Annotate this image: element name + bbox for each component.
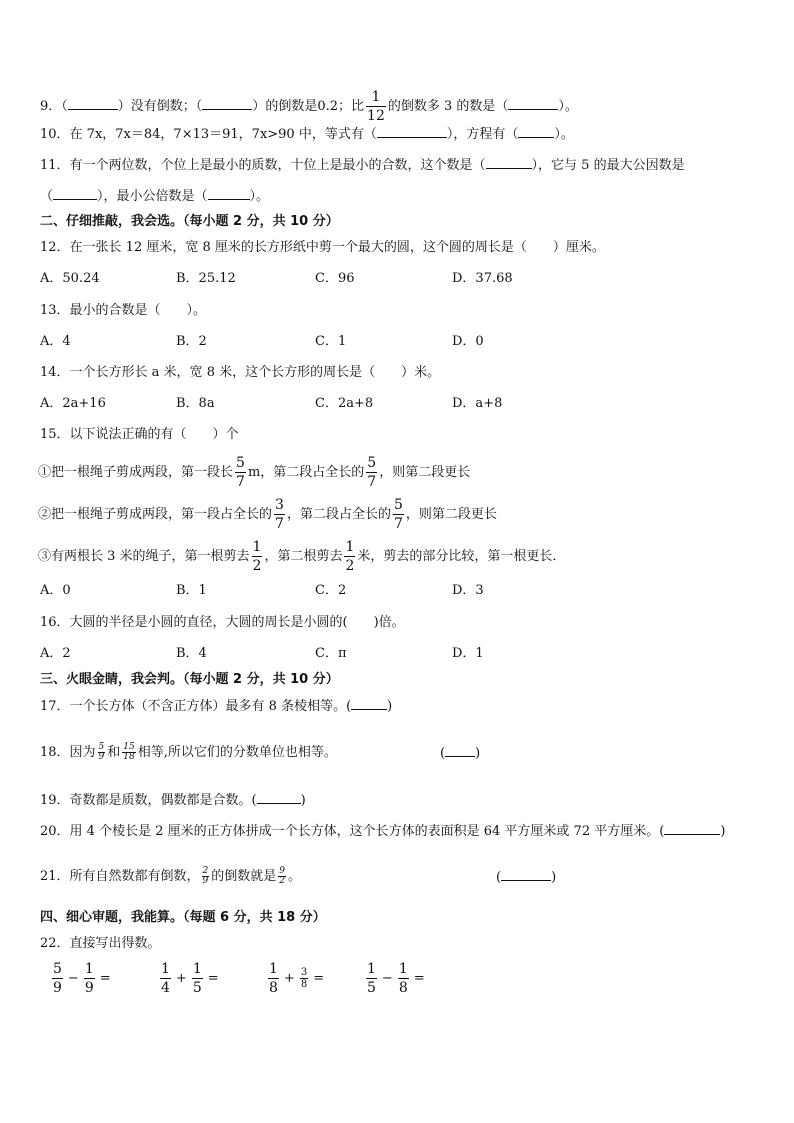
equals-sign: = — [313, 971, 325, 986]
option-c[interactable]: C．π — [315, 646, 347, 661]
q18-paren-left: ( — [440, 746, 446, 761]
q19-text: 19．奇数都是质数，偶数都是合数。( — [40, 793, 257, 808]
q10-text-end: ）。 — [554, 127, 574, 142]
question-15: 15．以下说法正确的有（ ）个 — [40, 427, 239, 442]
fraction: $\frac{5}{7}$ — [393, 497, 403, 532]
fraction: $\frac{5}{9}$ — [53, 961, 62, 996]
answer-blank[interactable] — [518, 125, 554, 138]
option-b[interactable]: B．25.12 — [176, 271, 236, 286]
fraction: $\frac{9}{2}$ — [279, 866, 286, 886]
equals-sign: = — [207, 971, 219, 986]
question-11-line-1 — [40, 156, 685, 175]
q21-text-1: 21．所有自然数都有倒数， — [40, 869, 200, 884]
q19-paren: ) — [300, 793, 306, 808]
q9-text-6: ）。 — [558, 99, 578, 114]
option-a[interactable]: A．4 — [40, 334, 71, 349]
q9-text-3: ）的倒数是 — [252, 99, 318, 114]
answer-blank[interactable] — [445, 744, 475, 757]
q11-text-4: ），最小公倍数是（ — [97, 189, 208, 204]
statement-3 — [38, 538, 565, 575]
answer-blank[interactable] — [202, 97, 252, 110]
option-d[interactable]: D．1 — [452, 646, 484, 661]
fraction: $\frac{15}{18}$ — [123, 742, 135, 762]
question-14: 14．一个长方形长 a 米，宽 8 米，这个长方形的周长是（ ）米。 — [40, 365, 441, 380]
section-4-title: 四、细心审题，我能算。（每题 6 分，共 18 分） — [40, 910, 326, 925]
option-c[interactable]: C．2 — [315, 583, 347, 598]
q9-text-4: ；比 — [338, 99, 365, 114]
option-d[interactable]: D．3 — [452, 583, 484, 598]
q17-paren: ) — [387, 699, 393, 714]
equals-sign: = — [99, 971, 111, 986]
q11-text-2: ），它与 5 的最大公因数是 — [531, 158, 685, 173]
q11-text-3: （ — [40, 189, 54, 204]
expression-2 — [158, 960, 222, 997]
q18-text-2: 和 — [107, 745, 121, 760]
statement-1-text-1: ①把一根绳子剪成两段，第一段长 — [38, 465, 234, 480]
operator: + — [283, 971, 295, 986]
option-c[interactable]: C．96 — [315, 271, 355, 286]
fraction: $\frac{3}{7}$ — [275, 497, 284, 532]
fraction: $\frac{1}{5}$ — [367, 961, 376, 996]
q20-text: 20．用 4 个棱长是 2 厘米的正方体拼成一个长方体，这个长方体的表面积是 64 平方厘米或 72 平方厘米。( — [40, 824, 665, 839]
fraction: $\frac{1}{9}$ — [84, 961, 94, 996]
q9-number: 9． — [40, 99, 62, 114]
question-11-line-2 — [40, 187, 269, 206]
statement-1-text-2: m，第二段占全长的 — [247, 465, 365, 480]
q9-text-2: ）没有倒数；（ — [117, 99, 203, 114]
option-a[interactable]: A．2 — [40, 646, 71, 661]
statement-1-text-3: ，则第二段更长 — [379, 465, 471, 480]
answer-blank[interactable] — [208, 187, 250, 200]
operator: − — [381, 971, 393, 986]
fraction: $\frac{1}{4}$ — [161, 961, 170, 996]
q21-paren-right: ) — [551, 870, 557, 885]
q9-text-5: 的倒数多 3 的数是（ — [387, 99, 509, 114]
fraction: $\frac{5}{7}$ — [236, 455, 245, 490]
option-d[interactable]: D．37.68 — [452, 271, 513, 286]
statement-1 — [38, 454, 470, 491]
answer-blank[interactable] — [351, 697, 387, 710]
fraction: $\frac{1}{5}$ — [192, 961, 202, 996]
answer-blank[interactable] — [377, 125, 447, 138]
q18-text-1: 18．因为 — [40, 745, 96, 760]
q17-text: 17．一个长方体（不含正方体）最多有 8 条棱相等。( — [40, 699, 352, 714]
answer-blank[interactable] — [508, 97, 558, 110]
section-2-title: 二、仔细推敲，我会选。（每小题 2 分，共 10 分） — [40, 214, 339, 229]
question-16: 16．大圆的半径是小圆的直径，大圆的周长是小圆的( )倍。 — [40, 615, 405, 630]
option-d[interactable]: D．a+8 — [452, 396, 503, 411]
fraction: $\frac{2}{9}$ — [202, 866, 209, 886]
q20-paren: ) — [720, 824, 726, 839]
option-c[interactable]: C．1 — [315, 334, 347, 349]
fraction: $\frac{5}{7}$ — [367, 455, 377, 490]
statement-2-text-1: ②把一根绳子剪成两段，第一段占全长的 — [38, 507, 273, 522]
expression-1 — [50, 960, 114, 997]
q18-paren-right: ) — [475, 746, 481, 761]
fraction: $\frac{1}{8}$ — [269, 961, 278, 996]
q21-text-2: 的倒数就是 — [211, 869, 277, 884]
q21-answer — [496, 868, 556, 887]
statement-3-text-2: ，第二根剪去 — [264, 549, 343, 564]
fraction: $\frac{5}{9}$ — [98, 742, 105, 762]
q10-text-mid: ），方程有（ — [446, 127, 519, 142]
operator: − — [67, 971, 79, 986]
option-c[interactable]: C．2a+8 — [315, 396, 374, 411]
q9-value: 0.2 — [317, 99, 339, 114]
answer-blank[interactable] — [486, 156, 532, 169]
question-17 — [40, 697, 392, 716]
option-b[interactable]: B．4 — [176, 646, 207, 661]
option-d[interactable]: D．0 — [452, 334, 484, 349]
statement-2-text-2: ，第二段占全长的 — [286, 507, 391, 522]
section-3-title: 三、火眼金睛，我会判。（每小题 2 分，共 10 分） — [40, 672, 339, 687]
statement-2-text-3: ，则第二段更长 — [405, 507, 497, 522]
question-21 — [40, 866, 301, 888]
answer-blank[interactable] — [68, 97, 118, 110]
fraction: $\frac{1}{12}$ — [367, 89, 385, 124]
question-13: 13．最小的合数是（ ）。 — [40, 303, 207, 318]
question-20 — [40, 822, 725, 841]
statement-3-text-1: ③有两根长 3 米的绳子，第一根剪去 — [38, 549, 250, 564]
question-9 — [40, 88, 578, 125]
fraction: $\frac{1}{8}$ — [398, 961, 408, 996]
q10-text: 10．在 7x，7x＝84，7×13＝91，7x>90 中，等式有（ — [40, 127, 377, 142]
option-a[interactable]: A．2a+16 — [40, 396, 106, 411]
option-b[interactable]: B．2 — [176, 334, 207, 349]
answer-blank[interactable] — [664, 822, 720, 835]
question-12: 12．在一张长 12 厘米，宽 8 厘米的长方形纸中剪一个最大的圆，这个圆的周长是（ ）厘米。 — [40, 240, 605, 255]
question-19 — [40, 791, 306, 810]
q21-paren-left: ( — [496, 870, 502, 885]
option-b[interactable]: B．8a — [176, 396, 215, 411]
q9-text-1: （ — [61, 99, 68, 114]
answer-blank[interactable] — [257, 791, 301, 804]
question-10 — [40, 125, 574, 144]
answer-blank[interactable] — [53, 187, 97, 200]
fraction: $\frac{1}{2}$ — [345, 539, 355, 574]
fraction: $\frac{1}{2}$ — [252, 539, 262, 574]
q18-answer — [440, 744, 480, 763]
q11-text-1: 11．有一个两位数，个位上是最小的质数，十位上是最小的合数，这个数是（ — [40, 158, 486, 173]
fraction: $\frac{3}{8}$ — [300, 967, 308, 990]
option-a[interactable]: A．0 — [40, 583, 71, 598]
q21-text-3: 。 — [288, 869, 302, 884]
statement-3-text-3: 米，剪去的部分比较，第一根更长． — [357, 549, 566, 564]
equals-sign: = — [413, 971, 425, 986]
option-b[interactable]: B．1 — [176, 583, 207, 598]
q18-text-3: 相等,所以它们的分数单位也相等。 — [137, 745, 337, 760]
answer-blank[interactable] — [501, 868, 551, 881]
statement-2 — [38, 496, 497, 533]
option-a[interactable]: A．50.24 — [40, 271, 100, 286]
q11-text-5: ）。 — [249, 189, 270, 204]
question-22: 22．直接写出得数。 — [40, 936, 161, 951]
expression-4 — [364, 960, 428, 997]
question-18 — [40, 742, 337, 764]
expression-3 — [266, 960, 327, 997]
operator: + — [175, 971, 187, 986]
